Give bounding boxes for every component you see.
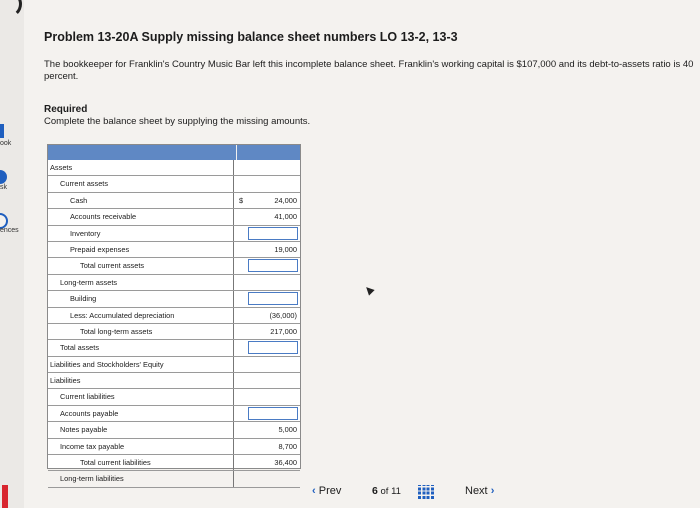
grid-icon[interactable]	[418, 485, 434, 499]
table-row	[48, 226, 300, 242]
refresh-icon[interactable]	[0, 0, 22, 18]
row-label: Income tax payable	[48, 439, 234, 454]
amount-value	[246, 160, 300, 175]
amount-value	[246, 389, 300, 404]
table-row	[48, 308, 300, 324]
dollar-sign	[234, 439, 246, 454]
amount-value	[246, 275, 300, 290]
table-header-bar	[48, 145, 300, 160]
prev-button[interactable]	[312, 485, 341, 497]
amount-input[interactable]	[248, 407, 298, 420]
table-row	[48, 357, 300, 373]
dollar-sign	[234, 308, 246, 323]
required-text: Complete the balance sheet by supplying the missing amounts.	[44, 116, 311, 127]
rail-marker-ask[interactable]	[0, 170, 7, 184]
amount-input[interactable]	[248, 341, 298, 354]
table-row	[48, 242, 300, 258]
table-row	[48, 193, 300, 209]
dollar-sign	[234, 275, 246, 290]
row-label: Long-term assets	[48, 275, 234, 290]
required-heading: Required	[44, 104, 88, 115]
amount-value: (36,000)	[269, 310, 297, 320]
table-row	[48, 340, 300, 356]
dollar-sign	[234, 357, 246, 372]
amount-value: 217,000	[270, 326, 297, 336]
dollar-sign	[234, 406, 246, 421]
amount-input[interactable]	[248, 227, 298, 240]
page-of: of	[380, 486, 389, 497]
left-rail	[0, 0, 24, 508]
row-label: Cash	[48, 193, 234, 208]
table-row	[48, 373, 300, 389]
row-label: Liabilities and Stockholders' Equity	[48, 357, 234, 372]
dollar-sign	[234, 324, 246, 339]
row-label: Current assets	[48, 176, 234, 191]
row-label: Assets	[48, 160, 234, 175]
table-row	[48, 439, 300, 455]
row-label: Current liabilities	[48, 389, 234, 404]
table-row	[48, 455, 300, 471]
dollar-sign	[234, 242, 246, 257]
page-total: 11	[391, 486, 401, 497]
amount-value: 41,000	[274, 212, 297, 222]
chevron-right-icon: ›	[490, 485, 495, 497]
dollar-sign: $	[239, 195, 244, 205]
row-label: Total long-term assets	[48, 324, 234, 339]
row-label: Building	[48, 291, 234, 306]
dollar-sign	[234, 340, 246, 355]
row-label: Less: Accumulated depreciation	[48, 308, 234, 323]
amount-value: 24,000	[274, 195, 297, 205]
amount-value	[246, 357, 300, 372]
table-row	[48, 209, 300, 225]
row-label: Inventory	[48, 226, 234, 241]
page-current: 6	[372, 485, 378, 497]
dollar-sign	[234, 455, 246, 470]
amount-value: 19,000	[274, 244, 297, 254]
balance-sheet-table	[47, 144, 301, 484]
amount-input[interactable]	[248, 259, 298, 272]
footer-nav	[0, 473, 700, 508]
table-row	[48, 406, 300, 422]
red-tab-marker	[2, 485, 8, 508]
dollar-sign	[234, 160, 246, 175]
row-label: Liabilities	[48, 373, 234, 388]
row-label: Prepaid expenses	[48, 242, 234, 257]
dollar-sign	[234, 291, 246, 306]
amount-value: 5,000	[278, 425, 297, 435]
dollar-sign	[234, 226, 246, 241]
table-row	[48, 389, 300, 405]
page-indicator	[372, 485, 401, 497]
rail-label-ask[interactable]: sk	[0, 184, 7, 191]
amount-value	[246, 373, 300, 388]
table-row	[48, 291, 300, 307]
chevron-left-icon: ‹	[312, 485, 316, 497]
amount-value: 36,400	[274, 458, 297, 468]
row-label: Long-term liabilities	[48, 471, 234, 486]
row-label: Accounts receivable	[48, 209, 234, 224]
problem-title: Problem 13-20A Supply missing balance sheet numbers LO 13-2, 13-3	[44, 30, 458, 44]
row-label: Total current assets	[48, 258, 234, 273]
table-row	[48, 160, 300, 176]
row-label: Accounts payable	[48, 406, 234, 421]
dollar-sign	[234, 176, 246, 191]
table-row	[48, 324, 300, 340]
rail-label-references[interactable]: ences	[0, 227, 19, 234]
row-label: Total current liabilities	[48, 455, 234, 470]
dollar-sign	[234, 258, 246, 273]
rail-marker-ebook[interactable]	[0, 124, 4, 138]
prev-label: Prev	[318, 485, 342, 497]
dollar-sign	[234, 389, 246, 404]
row-label: Total assets	[48, 340, 234, 355]
rail-label-ebook[interactable]: ook	[0, 140, 12, 147]
mouse-cursor-icon	[363, 284, 374, 295]
dollar-sign	[234, 422, 246, 437]
dollar-sign	[234, 209, 246, 224]
problem-intro: The bookkeeper for Franklin's Country Music Bar left this incomplete balance sheet. Franklin's working capital is $107,000 and its debt-to-assets ratio is 40 percent.	[44, 59, 694, 82]
table-row	[48, 176, 300, 192]
amount-input[interactable]	[248, 292, 298, 305]
amount-value: 8,700	[278, 441, 297, 451]
next-button[interactable]	[465, 485, 494, 497]
table-row	[48, 275, 300, 291]
table-row	[48, 258, 300, 274]
next-label: Next	[465, 485, 488, 497]
table-row	[48, 422, 300, 438]
amount-value	[246, 176, 300, 191]
row-label: Notes payable	[48, 422, 234, 437]
dollar-sign	[234, 373, 246, 388]
